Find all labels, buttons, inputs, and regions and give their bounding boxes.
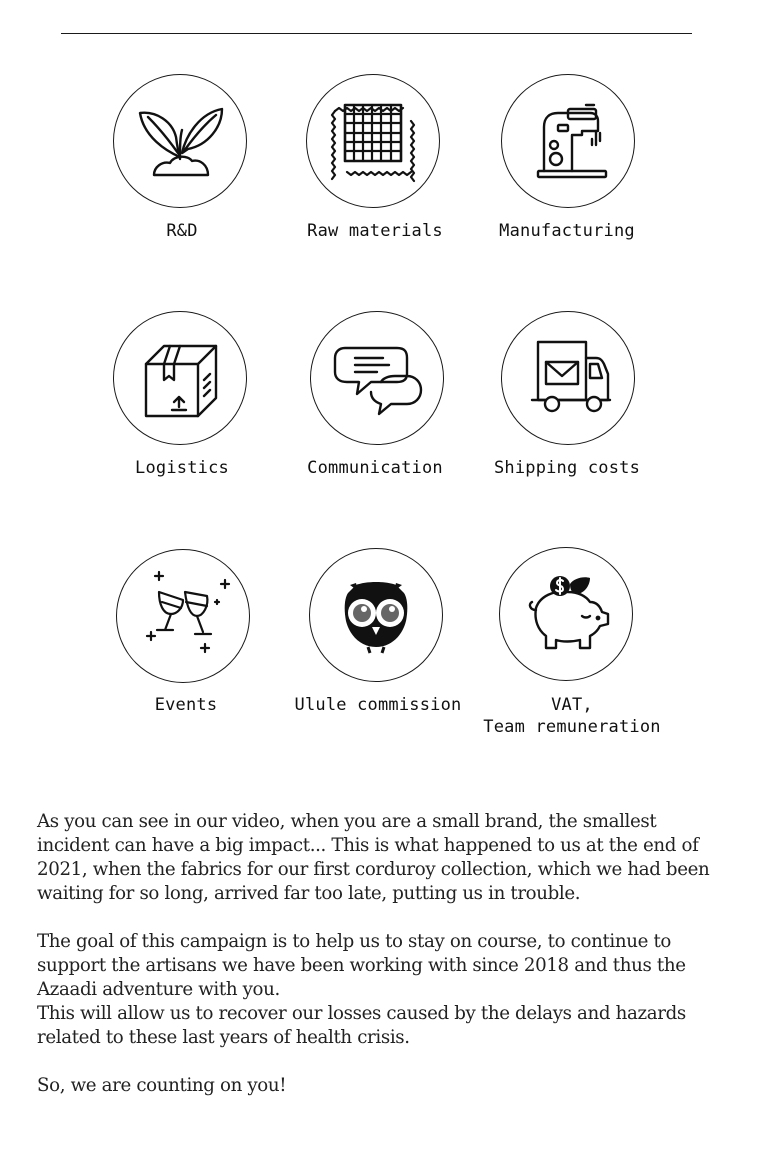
shipping-label: Shipping costs — [493, 458, 641, 478]
team-remuneration-label: Team remuneration — [483, 717, 661, 737]
owl-icon — [310, 549, 441, 680]
communication-circle — [310, 311, 444, 445]
ulule-label: Ulule commission — [294, 695, 462, 715]
piggy-bank-icon — [500, 548, 631, 679]
vat-label: VAT, — [551, 695, 593, 715]
paragraph-goal: The goal of this campaign is to help us to stay on course, to continue to support the artisans we have been working with since 2018 and thus the Azaadi adventure with you. — [37, 931, 686, 1000]
toast-glasses-icon — [117, 550, 248, 681]
box-icon — [114, 312, 245, 443]
delivery-truck-icon — [502, 312, 633, 443]
shipping-circle — [501, 311, 635, 445]
sewing-machine-icon — [502, 75, 633, 206]
communication-label: Communication — [307, 458, 443, 478]
sprout-icon — [114, 75, 245, 206]
raw-materials-circle — [306, 74, 440, 208]
paragraph-losses: This will allow us to recover our losses caused by the delays and hazards related to these last years of health crisis. — [37, 1003, 686, 1048]
vat-circle — [499, 547, 633, 681]
paragraph-counting: So, we are counting on you! — [37, 1075, 287, 1096]
paragraph-intro: As you can see in our video, when you are a small brand, the smallest incident can have a big impact... This is what happened to us at the end of 2021, when the fabrics for our first corduroy collection, which we had been waiting for so long, arrived far too late, putting us in trouble. — [37, 811, 710, 904]
rd-circle — [113, 74, 247, 208]
logistics-label: Logistics — [135, 458, 229, 478]
logistics-circle — [113, 311, 247, 445]
raw-materials-label: Raw materials — [307, 221, 443, 241]
manufacturing-label: Manufacturing — [499, 221, 635, 241]
ulule-circle — [309, 548, 443, 682]
manufacturing-circle — [501, 74, 635, 208]
rd-label: R&D — [166, 221, 198, 241]
speech-bubbles-icon — [311, 312, 442, 443]
fabric-icon — [307, 75, 438, 206]
events-circle — [116, 549, 250, 683]
top-divider — [61, 33, 692, 34]
events-label: Events — [154, 695, 218, 715]
